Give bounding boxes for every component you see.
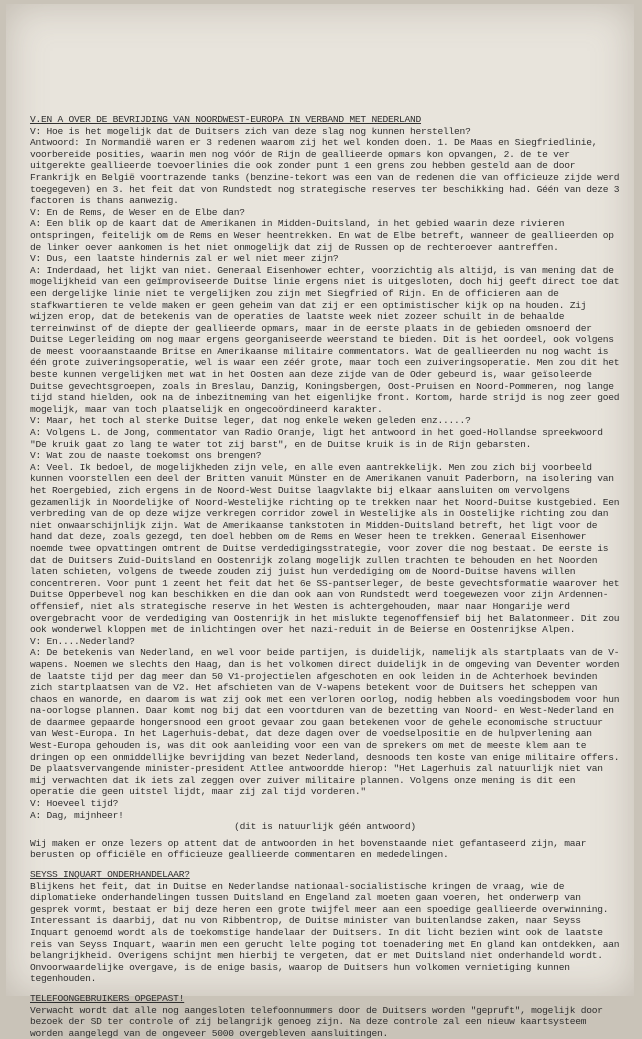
- answer: A: Volgens L. de Jong, commentator van Radio Oranje, ligt het antwoord in het goed-Hollandse spreekwoord "De kruik gaat zo lang te water tot zij barst", en de Duitse kruik is in de Rijn gebarsten.: [30, 427, 603, 450]
- article3-title: TELEFOONGEBRUIKERS OPGEPAST!: [30, 992, 185, 1004]
- question: V: Hoe is het mogelijk dat de Duitsers zich van deze slag nog kunnen herstellen?: [30, 125, 471, 137]
- qa-item: [30, 798, 620, 821]
- closing-note: Wij maken er onze lezers op attent dat de antwoorden in het bovenstaande niet gefantaseerd zijn, maar berusten op officiële en officieuze geallieerde commentaren en mededelingen.: [30, 837, 587, 861]
- answer: A: De betekenis van Nederland, en wel voor beide partijen, is duidelijk, namelijk als startplaats van de V-wapens. Noemen we slechts den Haag, dan is het volkomen direct duidelijk in de omgeving van Deventer worden de laatste tijd per dag meer dan 50 V1-projectielen afgeschoten en ook leiden in de Achterhoek bevinden zich startplaatsen van de V2. Het afschieten van de V-wapens betekent voor de Duitsers het scheppen van chaos en wanorde, en daarom is wat zij ook met een verloren oorlog, nodig hebben als voedingsbodem voor hun na-oorlogse plannen. Daar komt nog bij dat een voortduren van de bezetting van Noord- en West-Nederland en de daarmee gepaarde hongersnood een groot gevaar zou gaan betekenen voor de gehele economische structuur van West-Europa. In het Lagerhuis-debat, dat deze dagen over de voedselpositie en de hulpverlening aan West-Europa gehouden is, was dit ook aanleiding voor een van de sprekers om met de meeste klem aan te dringen op een onmiddellijke bevrijding van bezet Nederland, desnoods ten koste van enige militaire offers. De plaatsvervangende minister-president Attlee antwoordde hierop: "Het Lagerhuis zal natuurlijk niet van mij verwachten dat ik iets zal zeggen over zuiver militaire plannen. Volgens onze mening is dit een operatie die geen uitstel lijdt, maar zij zal tijd vorderen.": [30, 647, 620, 798]
- page-content: [30, 114, 620, 1039]
- question: V: Maar, het toch al sterke Duitse leger, dat nog enkele weken geleden enz.....?: [30, 415, 471, 427]
- question: V: Wat zou de naaste toekomst ons brengen?: [30, 450, 262, 462]
- article2-title: SEYSS INQUART ONDERHANDELAAR?: [30, 869, 190, 880]
- qa-item: [30, 415, 620, 450]
- answer: A: Een blik op de kaart dat de Amerikanen in Midden-Duitsland, in het gebied waarin deze rivieren ontspringen, feitelijk om de Rems en Weser heentrekken. En wat de Elbe betreft, wanneer de geallieerden op de linker oever aankomen is het niet onmogelijk dat zij de Russen op de rechteroever aantreffen.: [30, 218, 614, 253]
- question: V: Dus, een laatste hindernis zal er wel niet meer zijn?: [30, 253, 339, 265]
- answer: A: Veel. Ik bedoel, de mogelijkheden zijn vele, en alle even aantrekkelijk. Men zou zich bij voorbeeld kunnen voorstellen een deel der Britten vanuit Münster en de Amerikanen vanuit Paderborn, na isolering van het Roergebied, zich ergens in de Noord-West Duitse laagvlakte bij elkaar aansluiten om vervolgens gezamenlijk in Noordelijke of Noord-Westelijke richting op te trekken naar het Noord-Duitse kustgebied. Een verbreding van de op deze wijze verkregen corridor zowel in Westelijke als in Oostelijke richting zou dan niet onwaarschijnlijk zijn. Wat de Amerikaanse tankstoten in Midden-Duitsland betreft, het ligt voor de hand dat deze, zoals gezegd, ten doel hebben om de Rems en Weser heen te trekken. Generaal Eisenhower noemde twee opvattingen omtrent de Duitse verdedigingsstrategie, voor zover die nog bestaat. De eerste is dat de Duitsers Zuid-Duitsland en Oostenrijk zolang mogelijk zullen trachten te behouden en het Noorden laten schieten, volgens de tweede zouden zij juist hun verdediging om de Noord-Duitse havens willen concentreren. Voor punt 1 zeent het feit dat het 6e SS-pantserleger, de beste gevechtsformatie waarover het Duitse Opperbevel nog kan beschikken en die dan ook aan von Rundstedt werd toegewezen voor zijn Ardennen-offensief, niet als strategische reserve in het Westen is achtergehouden, maar naar Hongarije werd overgebracht voor de verdediging van Oostenrijk in het mislukte tegenoffensief bij het Balatonmeer. Dit zou ook wonderwel kloppen met de inlichtingen over het nazi-reduit in de Beierse en Oostenrijkse Alpen.: [30, 461, 620, 636]
- article3-body: Verwacht wordt dat alle nog aangesloten telefoonnummers door de Duitsers worden "gepruft", mogelijk door bezoek der SD ter controle of zij belangrijk genoeg zijn. Na deze controle zal een nieuw kaartsysteem worden aangelegd van de ongeveer 5000 overgebleven aansluitingen.: [30, 1004, 603, 1039]
- article2-body: Blijkens het feit, dat in Duitse en Nederlandse nationaal-socialistische kringen de vraag, wie de diplomatieke onderhandelingen tussen Duitsland en Engeland zal moeten gaan voeren, het onderwerp van gesprek vormt, bestaat er bij deze heren een grote twijfel meer aan een spoedige geallieerde overwinning. Interessant is daarbij, dat nu von Ribbentrop, de Duitse minister van buitenlandse zaken, naar Seyss Inquart genoemd wordt als de toekomstige handelaar der Duitsers. In dit licht bezien wint ook de laatste reis van Seyss Inquart, waarin men een gerucht lelte poging tot toenadering met En gland kan ontdekken, aan belangrijkheid. Overigens schijnt men hierbij te vergeten, dat er met Duitsland niet onderhandeld wordt. Onvoorwaardelijke overgave, is de enige basis, waarop de Duitsers hun volkomen vernietiging kunnen tegenhouden.: [30, 880, 620, 985]
- answer: A: Inderdaad, het lijkt van niet. Generaal Eisenhower echter, voorzichtig als altijd, is van mening dat de mogelijkheid van een geïmproviseerde Duitse linie ergens niet is uitgesloten, doch hij geeft direct toe dat een dergelijke linie niet te vergelijken zou zijn met Siegfried of Rijn. En de officieren aan de stafkwartieren te velde maken er geen geheim van dat zij er een optimistischer kijk op na houden. Zij wijzen erop, dat de betekenis van de operaties de laatste week niet zozeer schuilt in de behaalde terreinwinst of de diepte der geallieerde opmars, maar in de eerste plaats in de gebieden omsnoerd der Duitse Legerleiding om nog maar ergens georganiseerde weerstand te bieden. Dit is het oordeel, ook volgens de meest vooraanstaande Britse en Amerikaanse militaire commentators. Wat de geallieerden nu nog wacht is één grote zuiveringsoperatie, wel is waar een zéér grote, maar toch een zuiveringsoperatie. Men zou dit het beste kunnen vergelijken met wat in het Oosten aan deze zijde van de Oder gebeurd is, waar geïsoleerde Duitse gevechtsgroepen, zoals in Breslau, Danzig, Koningsbergen, Oost-Pruisen en Noord-Pommeren, nog lange tijd stand hielden, ook na de inbezitneming van het eigenlijke front. Kortom, harde strijd is nog zeer goed mogelijk, maar van toch plaatselijk en ongecoördineerd karakter.: [30, 264, 620, 415]
- question: V: Hoeveel tijd?: [30, 798, 119, 810]
- question: V: En de Rems, de Weser en de Elbe dan?: [30, 206, 245, 218]
- answer: A: Dag, mijnheer!: [30, 809, 124, 821]
- article1-title: V.EN A OVER DE BEVRIJDING VAN NOORDWEST-EUROPA IN VERBAND MET NEDERLAND: [30, 114, 422, 125]
- qa-item: [30, 207, 620, 253]
- answer: Antwoord: In Normandië waren er 3 redenen waarom zij het wel konden doen. 1. De Maas en Siegfriedlinie, voorbereide posities, waarin men nog vóór de Rijn de geallieerde opmars kon opvangen, 2. de te ver uitgerekte geallieerde toevoerlinies die ook zonder punt 1 een grens zou hebben gesteld aan de door Frankrijk en België voortrazende tanks (benzine-tekort was een van de redenen die van officieuze zijde werd toegegeven) en 3. het feit dat von Rundstedt nog strategische reserves ter beschikking had. Géén van deze 3 factoren is thans aanwezig.: [30, 137, 620, 207]
- question: V: En....Nederland?: [30, 635, 135, 647]
- qa-item: [30, 636, 620, 798]
- typewritten-page: [6, 4, 634, 1039]
- aside-note: (dit is natuurlijk géén antwoord): [234, 821, 416, 833]
- qa-item: [30, 253, 620, 415]
- qa-item: [30, 450, 620, 636]
- qa-item: [30, 126, 620, 207]
